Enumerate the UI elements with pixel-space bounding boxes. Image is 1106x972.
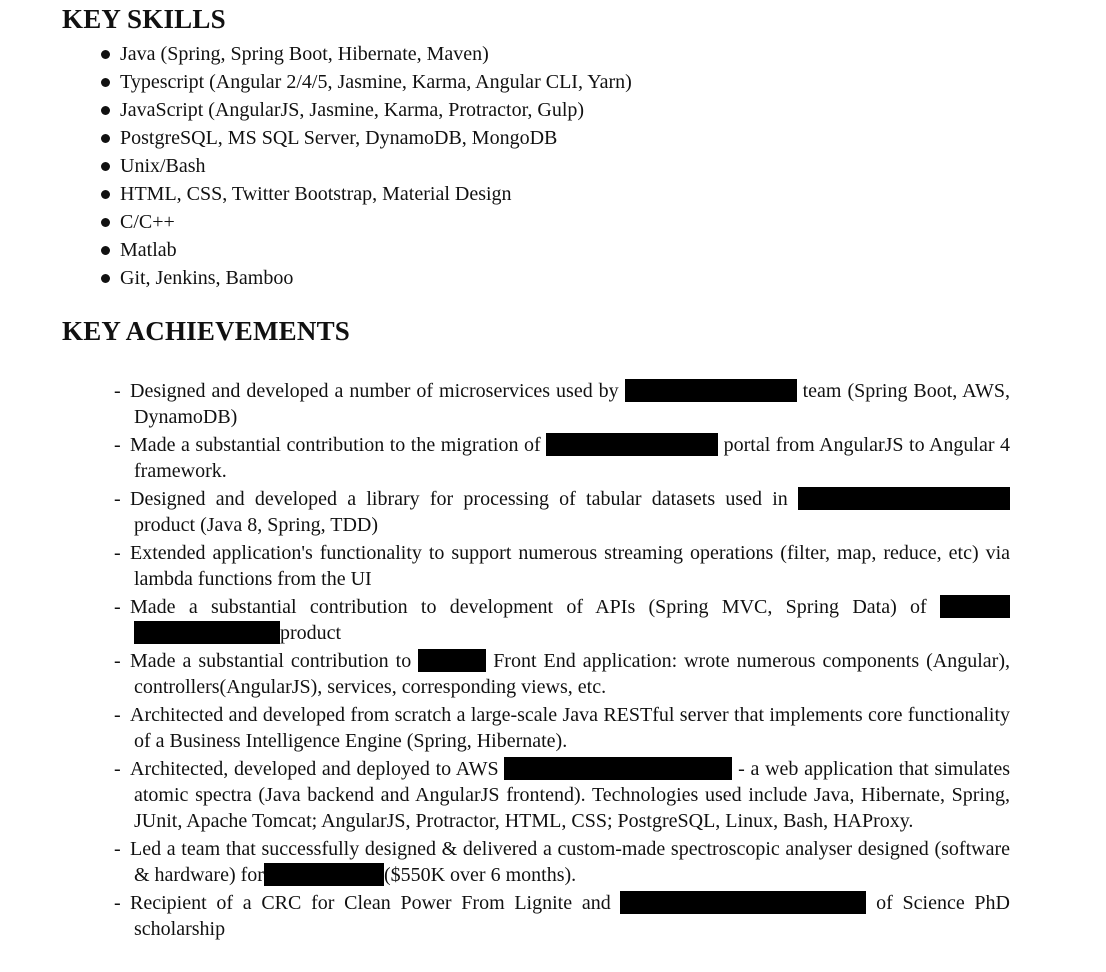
dash-marker: - [114,488,121,510]
list-item [98,264,632,292]
bullet-icon [101,246,110,255]
bullet-icon [101,106,110,115]
key-achievements-heading: KEY ACHIEVEMENTS [62,316,351,346]
dash-marker: - [114,838,121,860]
list-item [98,180,632,208]
achievement-text: Architected and developed from scratch a large-scale Java RESTful server that implements core functionality of a Business Intelligence Engine (Spring, Hibernate). [130,704,1010,752]
achievement-text: Made a substantial contribution to [130,650,412,672]
skill-text: Matlab [120,239,177,261]
skill-text: HTML, CSS, Twitter Bootstrap, Material Design [120,183,512,205]
list-item [98,890,1010,942]
achievement-text-cont: team (Spring Boot, AWS, DynamoDB) [134,380,1010,428]
bullet-icon [101,162,110,171]
bullet-icon [101,218,110,227]
redaction-block [620,891,866,914]
achievement-text: Made a substantial contribution to the migration of [130,434,541,456]
skill-text: JavaScript (AngularJS, Jasmine, Karma, Protractor, Gulp) [120,99,585,121]
redaction-block [798,487,1010,510]
bullet-icon [101,78,110,87]
list-item [98,236,632,264]
key-skills-heading: KEY SKILLS [62,4,226,34]
achievement-text: Extended application's functionality to support numerous streaming operations (filter, map, reduce, etc) via lambda functions from the UI [130,542,1010,590]
achievement-text: Made a substantial contribution to development of APIs (Spring MVC, Spring Data) of [130,596,927,618]
skill-text: PostgreSQL, MS SQL Server, DynamoDB, MongoDB [120,127,558,149]
list-item [98,836,1010,888]
list-item [98,540,1010,592]
skill-text: C/C++ [120,211,175,233]
bullet-icon [101,50,110,59]
redaction-block [625,379,797,402]
achievement-text-cont: - a web application that simulates atomic spectra (Java backend and AngularJS frontend). Technologies used include Java, Hibernate, Spring, JUnit, Apache Tomcat; AngularJS, Protractor, HTML, CSS; PostgreSQL, Linux, Bash, HAProxy. [134,758,1011,832]
achievement-text-cont: product (Java 8, Spring, TDD) [134,514,379,536]
achievement-text: Led a team that successfully designed & delivered a custom-made spectroscopic analyser designed (software & hardware) for [130,838,1010,886]
skill-text: Typescript (Angular 2/4/5, Jasmine, Karma, Angular CLI, Yarn) [120,71,632,93]
achievement-text: Designed and developed a number of microservices used by [130,380,619,402]
redaction-block [940,595,1010,618]
list-item [98,152,632,180]
achievement-text-cont: Front End application: wrote numerous components (Angular), controllers(AngularJS), services, corresponding views, etc. [134,650,1010,698]
list-item [98,96,632,124]
skill-text: Git, Jenkins, Bamboo [120,267,294,289]
achievement-text: Architected, developed and deployed to AWS [130,758,499,780]
list-item [98,432,1010,484]
list-item [98,68,632,96]
skill-text: Unix/Bash [120,155,206,177]
list-item [98,208,632,236]
redaction-block [546,433,718,456]
list-item [98,594,1010,646]
redaction-block [418,649,486,672]
bullet-icon [101,134,110,143]
redaction-block [504,757,732,780]
list-item [98,756,1010,834]
list-item [98,702,1010,754]
list-item [98,40,632,68]
dash-marker: - [114,758,121,780]
dash-marker: - [114,892,121,914]
dash-marker: - [114,434,121,456]
achievement-text-cont: portal from AngularJS to Angular 4 framework. [134,434,1010,482]
achievement-text: Recipient of a CRC for Clean Power From Lignite and [130,892,611,914]
list-item [98,648,1010,700]
bullet-icon [101,190,110,199]
dash-marker: - [114,542,121,564]
skills-list [98,40,632,292]
achievements-list [98,378,1010,944]
skill-text: Java (Spring, Spring Boot, Hibernate, Maven) [120,43,489,65]
redaction-block [264,863,384,886]
dash-marker: - [114,596,121,618]
achievement-text-cont: ($550K over 6 months). [383,864,577,886]
list-item [98,486,1010,538]
redaction-block [134,621,280,644]
dash-marker: - [114,704,121,726]
list-item [98,124,632,152]
achievement-text-cont: of Science PhD scholarship [134,892,1010,940]
achievement-text-cont: product [280,622,342,644]
achievement-text: Designed and developed a library for processing of tabular datasets used in [130,488,788,510]
bullet-icon [101,274,110,283]
list-item [98,378,1010,430]
dash-marker: - [114,650,121,672]
dash-marker: - [114,380,121,402]
